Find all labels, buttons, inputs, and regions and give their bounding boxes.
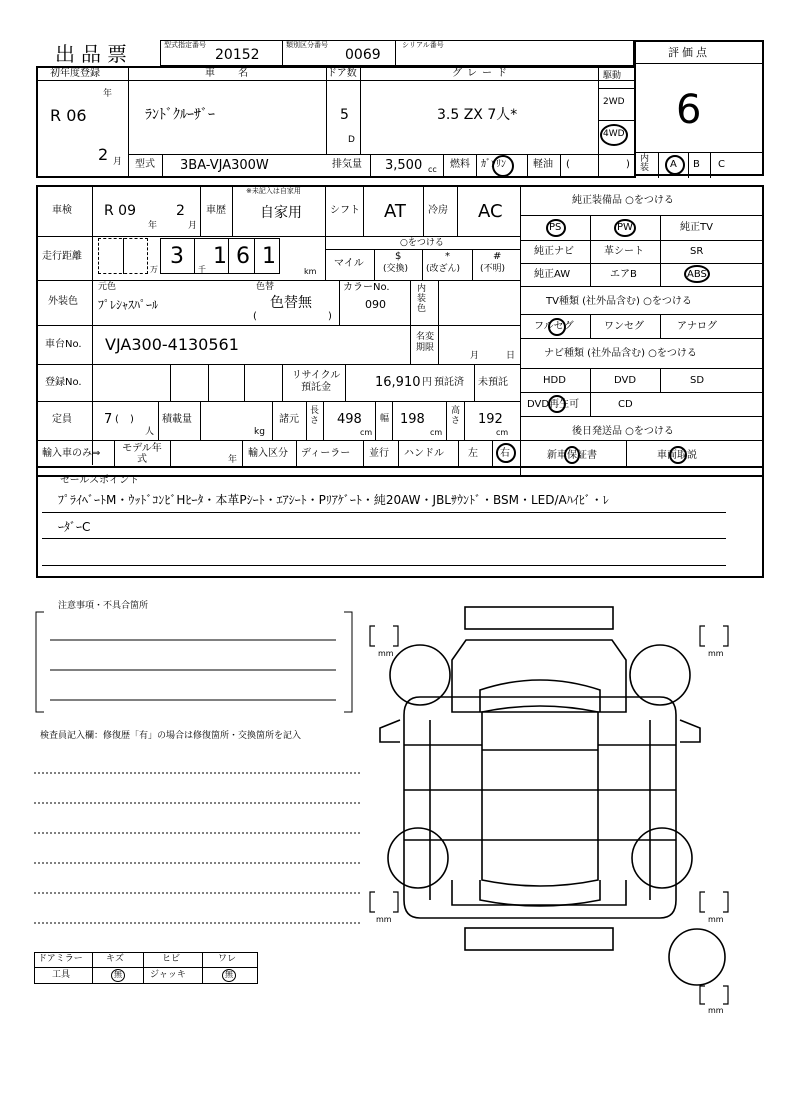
handle-right-circle (496, 443, 516, 463)
first-reg-month: 2 (98, 145, 109, 164)
import-type-label: 輸入区分 (248, 448, 288, 459)
docs-manual: 車両取説 (657, 450, 697, 461)
tv-fullseg: フルセグ (534, 321, 574, 332)
ac-label: 冷房 (428, 205, 448, 216)
equip-aw: 純正AW (534, 269, 571, 280)
mileage-mark-note: ○をつける (400, 238, 444, 248)
tv-title: TV種類 (社外品含む) ○をつける (546, 296, 692, 307)
interior-label: 内装 (640, 154, 650, 173)
color-label: 外装色 (48, 296, 78, 307)
tv-fullseg-circle (548, 318, 566, 336)
docs-warranty-circle (564, 446, 580, 464)
docs-title: 後日発送品 ○をつける (572, 426, 674, 437)
doors-value: 5 (340, 107, 349, 123)
equip-pw-circle (614, 219, 636, 237)
mileage-label: 走行距離 (42, 251, 82, 262)
mileage-digit-6: 1 (262, 244, 276, 269)
docs-manual-circle (669, 446, 687, 464)
shift-value: AT (384, 201, 406, 222)
docs-warranty: 新車保証書 (547, 450, 597, 461)
defects-label: 注意事項・不具合箇所 (58, 601, 149, 611)
ac-value: AC (478, 201, 503, 222)
navi-title: ナビ種類 (社外品含む) ○をつける (544, 348, 697, 359)
model-year-label: モデル年式 (122, 443, 162, 465)
interior-a-circle (665, 155, 685, 175)
navi-dvd-play-circle (548, 395, 566, 413)
equipment-title: 純正装備品 ○をつける (572, 195, 674, 206)
first-reg-era: R 06 (50, 106, 87, 125)
first-reg-label: 初年度登録 (50, 68, 100, 79)
shaken-label: 車検 (52, 205, 72, 216)
shaken-era: R 09 (104, 203, 136, 219)
interior-c: C (718, 159, 725, 170)
mileage-digit-3: 3 (170, 244, 184, 269)
origin-label: 諸元 (279, 414, 299, 425)
history-note: ※未記入は自家用 (246, 187, 301, 195)
drive-4wd: 4WD (603, 129, 625, 139)
mileage-tampered: (改ざん) (426, 264, 461, 274)
handle-right: 右 (500, 448, 510, 459)
model-designation-value: 20152 (215, 47, 260, 63)
color-code-label: カラーNo. (343, 282, 390, 293)
history-value: 自家用 (260, 205, 302, 221)
displacement-value: 3,500 (385, 158, 423, 173)
sales-point-line1: ﾌﾟﾗｲﾍﾞｰﾄM・ｳｯﾄﾞｺﾝﾋﾞHﾋｰﾀ・本革Pｼｰﾄ・ｴｱｼｰﾄ・Pﾘｱｹﾞｰﾄ・純20AW・JBLｻｳﾝﾄﾞ・BSM・LED/Aﾊｲﾋﾞ・ﾚ (58, 493, 609, 507)
equip-pw: PW (617, 222, 633, 233)
displacement-label: 排気量 (332, 159, 362, 170)
shift-label: シフト (330, 205, 360, 216)
equip-ps-circle (546, 219, 566, 237)
height-value: 192 (478, 412, 503, 427)
mileage-exchange: (交換) (383, 264, 409, 274)
fuel-gasoline: ｶﾞｿﾘﾝ (481, 159, 506, 170)
handle-left: 左 (468, 448, 478, 459)
drive-4wd-circle (600, 124, 628, 146)
recycle-amount: 16,910 (375, 375, 421, 390)
model-code: 3BA-VJA300W (180, 158, 269, 173)
drive-label: 駆動 (603, 71, 622, 81)
inspector-label: 検査員記入欄：修復歴「有」の場合は修復箇所・交換箇所を記入 (40, 731, 302, 741)
score-value: 6 (676, 87, 702, 133)
width-value: 198 (400, 412, 425, 427)
equip-abs: ABS (687, 269, 707, 280)
navi-sd: SD (690, 375, 705, 386)
equip-sr: SR (690, 246, 704, 257)
serial-label: シリアル番号 (402, 41, 444, 49)
navi-cd: CD (618, 399, 633, 410)
vehicle-name: ﾗﾝﾄﾞｸﾙｰｻﾞｰ (145, 107, 215, 123)
handle-label: ハンドル (404, 448, 444, 459)
color-change: 色替無 (270, 295, 312, 311)
expiry-label: 名変期限 (416, 332, 435, 353)
form-title: 出品票 (55, 42, 133, 66)
capacity-label: 定員 (52, 414, 72, 425)
mileage-mile: マイル (334, 258, 364, 269)
doors-label: ドア数 (327, 68, 357, 79)
equip-ps: PS (549, 222, 562, 233)
drive-2wd: 2WD (603, 97, 625, 107)
grade-value: 3.5 ZX 7人* (437, 107, 518, 123)
import-label: 輸入車のみ⇒ (42, 448, 101, 459)
chassis-label: 車台No. (45, 339, 82, 350)
recycle-not: 未預託 (478, 377, 508, 388)
fuel-label: 燃料 (450, 159, 470, 170)
equip-leather: 革シート (604, 246, 644, 257)
category-value: 0069 (345, 47, 381, 63)
color-name: ﾌﾟﾚｼｬｽﾊﾟｰﾙ (98, 298, 159, 312)
tv-analog: アナログ (677, 321, 717, 332)
fuel-kerosene: 軽油 (533, 159, 553, 170)
equip-abs-circle (684, 265, 710, 283)
length-value: 498 (337, 412, 362, 427)
score-label: 評価点 (668, 46, 710, 59)
recycle-status: 預託済 (434, 377, 464, 388)
mileage-digit-4: 1 (213, 244, 227, 269)
recycle-label: リサイクル預託金 (291, 370, 341, 393)
tv-oneseg: ワンセグ (604, 321, 644, 332)
sales-point-section (36, 466, 764, 578)
register-label: 登録No. (45, 377, 82, 388)
model-label: 型式 (135, 159, 155, 170)
sales-point-line2: ｰﾀﾞｰC (58, 520, 91, 534)
import-dealer: ディーラー (301, 448, 351, 459)
interior-b: B (693, 159, 700, 170)
fuel-gasoline-circle (492, 155, 514, 177)
sales-point-label: セールスポイント (60, 475, 140, 486)
model-designation-label: 型式指定番号 (164, 41, 206, 49)
category-label: 類別区分番号 (286, 41, 328, 49)
capacity-value: 7 (104, 412, 113, 427)
vehicle-name-label: 車 名 (205, 68, 259, 79)
equip-navi: 純正ナビ (534, 246, 574, 257)
navi-hdd: HDD (543, 375, 566, 386)
navi-dvd: DVD (614, 375, 637, 386)
history-label: 車歴 (206, 205, 226, 216)
chassis-number: VJA300-4130561 (105, 335, 239, 354)
interior-color-label: 内装色 (417, 284, 427, 314)
equip-airbag: エアB (610, 269, 637, 280)
navi-dvd-play: DVD再生可 (527, 399, 580, 410)
color-code: 090 (365, 298, 386, 311)
shaken-month: 2 (176, 203, 185, 219)
load-label: 積載量 (162, 414, 192, 425)
mileage-digit-5: 6 (236, 244, 250, 269)
equip-tv: 純正TV (680, 222, 713, 233)
import-parallel: 並行 (369, 448, 389, 459)
interior-a: A (670, 159, 677, 170)
grade-label: グレード (452, 68, 512, 79)
mileage-unknown: (不明) (480, 264, 506, 274)
